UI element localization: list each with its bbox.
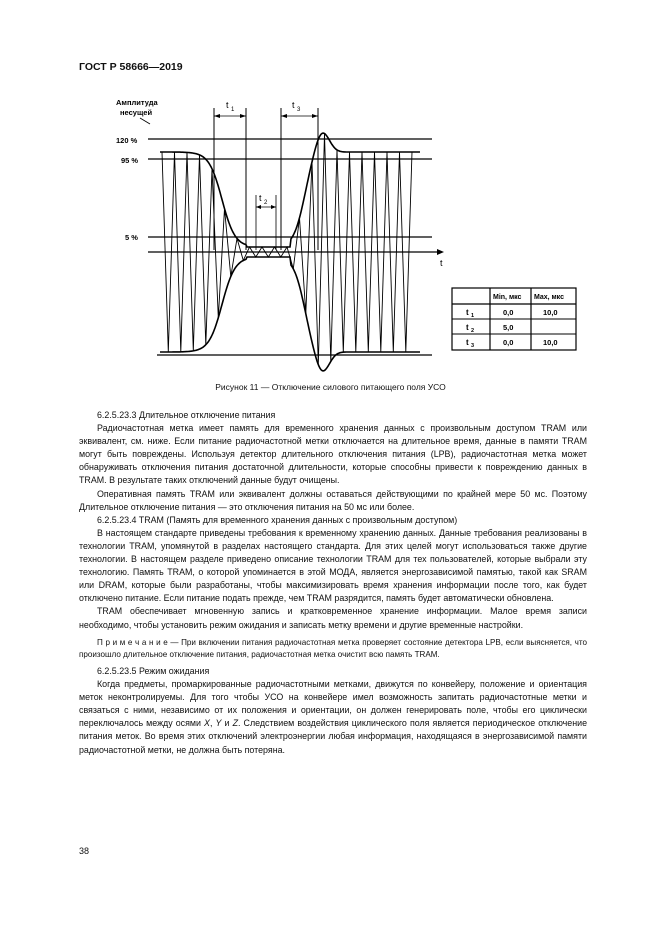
carrier-amplitude-figure: [0, 0, 661, 400]
table-row-name: t: [466, 308, 469, 317]
table-header-min: Min, мкс: [493, 294, 522, 301]
section-heading: 6.2.5.23.3 Длительное отключение питания: [97, 410, 276, 420]
section-heading: 6.2.5.23.4 TRAM (Память для временного хранения данных с произвольным доступом): [97, 514, 458, 525]
paragraph: В настоящем стандарте приведены требования к временному хранению данных. Данные требования реализованы в технологии TRAM, упомянутой в разделах настоящего стандарта. Для этих целей могут использоваться также другие технологии. В настоящем разделе приведено описание технологии TRAM для тех пользователей, которые выбрали эту технологию. Память TRAM, о которой упоминается в этой МОДА, является энергозависимой памятью, такой как SRAM или DRAM, которые были разработаны, чтобы максимизировать время хранения информации после того, как будет отключено питание. Если питание подать прежде, чем TRAM разрядится, память будет автоматически обновлена.: [79, 527, 587, 604]
table-cell: 0,0: [503, 338, 514, 347]
table-row-sub: 1: [471, 313, 475, 319]
paragraph: Когда предметы, промаркированные радиочастотными метками, движутся по конвейеру, положение и ориентация меток неконтролируемы. Для того чтобы УСО на конвейере имел возможность запитать радиочастотные метки и связаться с ними, независимо от их положения и ориентации, он должен генерировать поле, чтобы его циклически переключалось между осями X, Y и Z. Следствием воздействия циклического поля является периодическое отключение питания меток. Во время этих отключений электроэнергии любая информация, находящаяся в энергозависимой памяти радиочастотной метки, не должна быть потеряна.: [79, 679, 588, 755]
note-text: — При включении питания радиочастотная метка проверяет состояние детектора LPB, если выясняется, что произошло длительное отключение питания, радиочастотная метка очистит всю память TRAM.: [79, 637, 587, 659]
paragraph: Радиочастотная метка имеет память для временного хранения данных с произвольным доступом TRAM или эквивалент, см. ниже. Если питание радиочастотной метки отключается на длительное время, данные в памяти TRAM могут быть повреждены. Используя детектор длительного отключения питания (LPB), радиочастотная метка может обнаруживать отключения питания достаточной длительности, которые способны привести к повреждению данных в TRAM. В результате таких отключений данные будут очищены.: [79, 423, 587, 486]
envelope-top: [160, 133, 420, 247]
t2-label: t: [259, 193, 262, 203]
paragraph: Оперативная память TRAM или эквивалент должны оставаться действующими по крайней мере 50 мс. Поэтому Длительное отключение питания — это отключения питания на 50 мс или более.: [79, 488, 587, 512]
document-header: ГОСТ Р 58666—2019: [79, 61, 183, 73]
table-row-name: t: [466, 338, 469, 347]
table-row-name: t: [466, 323, 469, 332]
figure-caption: Рисунок 11 — Отключение силового питающего поля УСО: [215, 382, 446, 392]
table-row-sub: 2: [471, 328, 475, 334]
carrier-zigzag: [162, 134, 412, 365]
table-cell: 10,0: [543, 308, 558, 317]
table-cell: 5,0: [503, 323, 514, 332]
table-cell: 0,0: [503, 308, 514, 317]
y-axis-label-2: несущей: [120, 108, 153, 117]
t3-sub: 3: [297, 107, 301, 113]
t1-label: t: [226, 100, 229, 110]
page-number: 38: [79, 846, 90, 856]
y-axis-arrow: [140, 118, 150, 124]
x-axis-label: t: [440, 258, 443, 268]
section-heading: 6.2.5.23.5 Режим ожидания: [97, 666, 210, 676]
level-95-label: 95 %: [121, 156, 139, 165]
t3-label: t: [292, 100, 295, 110]
time-axis-arrowhead: [437, 249, 444, 255]
table-cell: 10,0: [543, 338, 558, 347]
level-120-label: 120 %: [116, 136, 138, 145]
t1-sub: 1: [231, 107, 235, 113]
note: [79, 637, 587, 661]
note-label: П р и м е ч а н и е: [97, 637, 168, 647]
body-text: [79, 409, 587, 757]
paragraph: TRAM обеспечивает мгновенную запись и кратковременное хранение информации. Малое время записи необходимо, чтобы установить режим ожидания и записать метку времени и другие временные настройки.: [79, 606, 587, 630]
timing-table: [452, 288, 576, 350]
table-header-max: Max, мкс: [534, 294, 564, 301]
table-row-sub: 3: [471, 343, 475, 349]
y-axis-label: Амплитуда: [116, 98, 158, 107]
level-5-label: 5 %: [125, 233, 138, 242]
t2-sub: 2: [264, 200, 268, 206]
envelope-bottom: [160, 257, 420, 371]
